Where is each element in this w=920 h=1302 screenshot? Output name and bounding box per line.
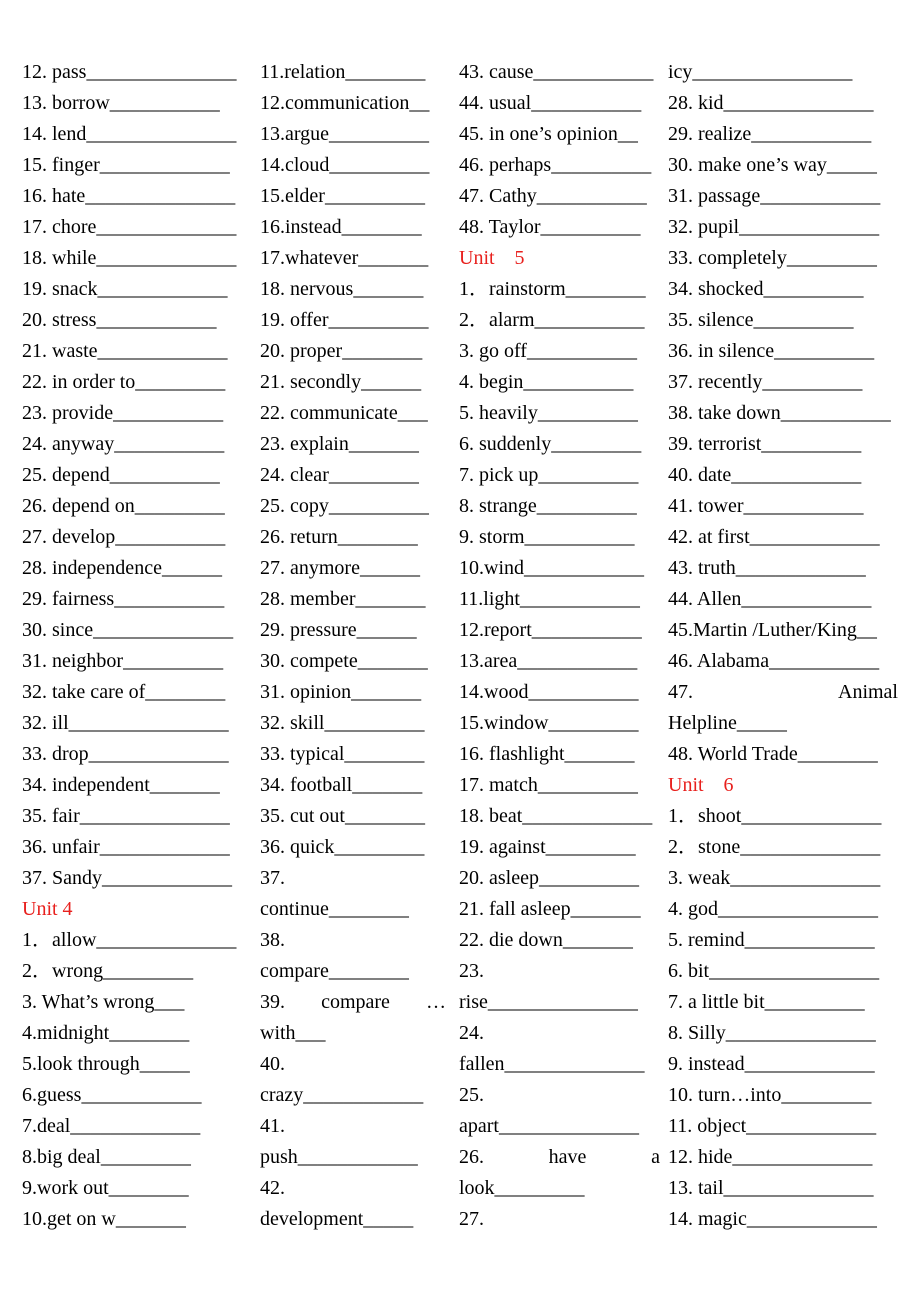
vocab-item: 38. take down___________: [668, 402, 891, 424]
vocab-item: 42.: [260, 1177, 285, 1199]
vocab-item: 25. depend___________: [22, 464, 220, 486]
vocab-item: 9.work out________: [22, 1177, 189, 1199]
vocab-item: 35. silence__________: [668, 309, 854, 331]
vocab-item: 21. secondly______: [260, 371, 422, 393]
vocab-item: 23. provide___________: [22, 402, 224, 424]
vocab-item: 13.argue__________: [260, 123, 430, 145]
vocab-item: 16.instead________: [260, 216, 422, 238]
vocab-word: 39.: [260, 991, 285, 1013]
vocab-column-4: [668, 57, 898, 1235]
vocab-item: 33. completely_________: [668, 247, 877, 269]
vocab-item: 17. chore______________: [22, 216, 237, 238]
vocab-item: 4.midnight________: [22, 1022, 190, 1044]
vocab-item: 41.: [260, 1115, 285, 1137]
vocab-item: 31. passage____________: [668, 185, 881, 207]
vocab-item: 8. strange__________: [459, 495, 637, 517]
vocab-item: 11.light____________: [459, 588, 640, 610]
vocab-item: 4. begin___________: [459, 371, 634, 393]
vocab-item: fallen______________: [459, 1053, 645, 1075]
vocab-item: 38.: [260, 929, 285, 951]
vocab-item: 27. anymore______: [260, 557, 420, 579]
vocab-item: 5. heavily__________: [459, 402, 638, 424]
vocab-item: 1．rainstorm________: [459, 278, 646, 300]
vocab-item: 37. Sandy_____________: [22, 867, 232, 889]
vocab-item: 6. bit_________________: [668, 960, 880, 982]
vocab-item: 28. independence______: [22, 557, 222, 579]
vocab-word: compare: [321, 991, 390, 1013]
vocab-item: 13. borrow___________: [22, 92, 220, 114]
vocab-item: 11. object_____________: [668, 1115, 877, 1137]
vocab-item: 16. flashlight_______: [459, 743, 635, 765]
vocab-item: 18. beat_____________: [459, 805, 653, 827]
vocab-item: 20. asleep__________: [459, 867, 639, 889]
vocab-item: 15. finger_____________: [22, 154, 230, 176]
unit-heading: Unit 4: [22, 898, 73, 920]
vocab-item: 24.: [459, 1022, 484, 1044]
vocab-item: 35. cut out________: [260, 805, 425, 827]
vocab-item: push____________: [260, 1146, 418, 1168]
vocab-item: 34. shocked__________: [668, 278, 864, 300]
vocab-item: 7.deal_____________: [22, 1115, 201, 1137]
vocab-item: compare________: [260, 960, 409, 982]
vocab-item: 37. recently__________: [668, 371, 863, 393]
vocab-item: 15.window_________: [459, 712, 639, 734]
vocab-word: 26.: [459, 1146, 484, 1168]
vocab-item: 18. while______________: [22, 247, 237, 269]
vocab-item: 32. take care of________: [22, 681, 226, 703]
vocab-item: 22. in order to_________: [22, 371, 226, 393]
vocab-item: 12. pass_______________: [22, 61, 237, 83]
vocab-item: 14.wood___________: [459, 681, 639, 703]
vocab-column-3: [459, 57, 660, 1235]
vocab-item: 36. quick_________: [260, 836, 425, 858]
vocab-item: 48. Taylor__________: [459, 216, 641, 238]
vocab-item: 10. turn…into_________: [668, 1084, 872, 1106]
vocab-item: 36. in silence__________: [668, 340, 875, 362]
vocab-item: 29. fairness___________: [22, 588, 225, 610]
vocab-item: 3. What’s wrong___: [22, 991, 185, 1013]
vocab-item: look_________: [459, 1177, 585, 1199]
vocab-item: 21. fall asleep_______: [459, 898, 641, 920]
vocab-item: 9. instead_____________: [668, 1053, 875, 1075]
vocab-item: 23.: [459, 960, 484, 982]
vocab-word: 47.: [668, 681, 693, 703]
vocab-item: 14. magic_____________: [668, 1208, 877, 1230]
vocab-item: 12. hide______________: [668, 1146, 873, 1168]
vocab-item: 15.elder__________: [260, 185, 425, 207]
vocab-item: 9. storm___________: [459, 526, 635, 548]
unit-heading: Unit 5: [459, 247, 525, 269]
vocab-item: 21. waste_____________: [22, 340, 228, 362]
vocab-item: 22. die down_______: [459, 929, 633, 951]
vocab-item: 12.report___________: [459, 619, 642, 641]
vocab-item: 10.get on w_______: [22, 1208, 186, 1230]
vocab-item: 8. Silly_______________: [668, 1022, 876, 1044]
vocab-item: 26. return________: [260, 526, 418, 548]
vocab-item: 43. truth_____________: [668, 557, 866, 579]
vocab-item: 6.guess____________: [22, 1084, 202, 1106]
vocab-item: 27. develop___________: [22, 526, 226, 548]
vocab-item: 3. go off___________: [459, 340, 637, 362]
vocab-word: a: [651, 1146, 660, 1168]
vocab-item: 25.: [459, 1084, 484, 1106]
vocab-item: 30. make one’s way_____: [668, 154, 877, 176]
vocab-item: crazy____________: [260, 1084, 424, 1106]
vocab-item: icy________________: [668, 61, 853, 83]
vocab-item: 19. offer__________: [260, 309, 429, 331]
vocab-item: 14.cloud__________: [260, 154, 430, 176]
vocab-item: 28. member_______: [260, 588, 426, 610]
vocab-item: 45. in one’s opinion__: [459, 123, 638, 145]
vocab-item: 16. hate_______________: [22, 185, 236, 207]
vocab-item-justified: [668, 677, 898, 708]
vocab-item: 8.big deal_________: [22, 1146, 191, 1168]
vocab-item: development_____: [260, 1208, 414, 1230]
vocab-item: 6. suddenly_________: [459, 433, 642, 455]
vocab-item: 18. nervous_______: [260, 278, 424, 300]
vocab-item: 37.: [260, 867, 285, 889]
vocab-column-1: [22, 57, 248, 1235]
vocab-item: 5. remind_____________: [668, 929, 875, 951]
vocab-item: 40. date_____________: [668, 464, 862, 486]
vocab-item: 44. usual___________: [459, 92, 642, 114]
vocab-word: have: [548, 1146, 587, 1168]
vocab-item: 43. cause____________: [459, 61, 654, 83]
vocab-item: 5.look through_____: [22, 1053, 190, 1075]
vocab-item: 34. independent_______: [22, 774, 220, 796]
vocab-item: 39. terrorist__________: [668, 433, 862, 455]
vocab-item: rise_______________: [459, 991, 638, 1013]
vocab-item: 2．stone______________: [668, 836, 881, 858]
vocab-item: 30. since______________: [22, 619, 234, 641]
vocab-item: 3. weak_______________: [668, 867, 881, 889]
vocab-item: 42. at first_____________: [668, 526, 880, 548]
vocab-item: 2．wrong_________: [22, 960, 194, 982]
vocab-item: 32. pupil______________: [668, 216, 880, 238]
vocab-item: 19. against_________: [459, 836, 636, 858]
vocab-item: 28. kid_______________: [668, 92, 874, 114]
vocab-item: 24. anyway___________: [22, 433, 225, 455]
vocab-item: 17. match__________: [459, 774, 638, 796]
vocab-item: 1．allow______________: [22, 929, 237, 951]
vocab-item: continue________: [260, 898, 409, 920]
vocab-item: 33. drop______________: [22, 743, 229, 765]
vocab-item: 33. typical________: [260, 743, 425, 765]
vocab-item: 35. fair_______________: [22, 805, 230, 827]
vocab-item: 47. Cathy___________: [459, 185, 647, 207]
vocab-item: 2．alarm___________: [459, 309, 645, 331]
vocab-item: 7. a little bit__________: [668, 991, 865, 1013]
vocab-item: 12.communication__: [260, 92, 430, 114]
vocab-item: 48. World Trade________: [668, 743, 878, 765]
unit-heading: Unit 6: [668, 774, 734, 796]
vocab-item: apart______________: [459, 1115, 639, 1137]
vocab-item: 14. lend_______________: [22, 123, 237, 145]
vocab-item: 4. god________________: [668, 898, 878, 920]
vocab-word: Animal: [838, 681, 898, 703]
vocab-item: 32. skill__________: [260, 712, 425, 734]
vocab-item: 44. Allen_____________: [668, 588, 872, 610]
vocab-item: 13. tail_______________: [668, 1177, 874, 1199]
vocab-item: 31. neighbor__________: [22, 650, 224, 672]
vocab-item: 23. explain_______: [260, 433, 419, 455]
vocab-item: 22. communicate___: [260, 402, 428, 424]
vocab-item: 36. unfair_____________: [22, 836, 230, 858]
vocab-item: 29. realize____________: [668, 123, 872, 145]
vocab-item: 29. pressure______: [260, 619, 417, 641]
vocab-item: 7. pick up__________: [459, 464, 639, 486]
vocab-item: 24. clear_________: [260, 464, 419, 486]
vocab-item: 32. ill________________: [22, 712, 229, 734]
vocab-item: 41. tower____________: [668, 495, 864, 517]
vocab-item: 17.whatever_______: [260, 247, 429, 269]
vocab-item-justified: [260, 987, 446, 1018]
vocab-item-justified: [459, 1142, 660, 1173]
vocab-item: 20. proper________: [260, 340, 423, 362]
vocab-item: 34. football_______: [260, 774, 423, 796]
vocab-item: 31. opinion_______: [260, 681, 422, 703]
vocab-item: 11.relation________: [260, 61, 426, 83]
vocab-item: 26. depend on_________: [22, 495, 225, 517]
vocab-item: 46. Alabama___________: [668, 650, 880, 672]
vocab-item: 20. stress____________: [22, 309, 217, 331]
vocab-item: 25. copy__________: [260, 495, 429, 517]
vocab-item: 27.: [459, 1208, 484, 1230]
vocab-item: with___: [260, 1022, 326, 1044]
vocab-item: 45.Martin /Luther/King__: [668, 619, 877, 641]
vocab-item: 13.area____________: [459, 650, 638, 672]
vocab-item: 10.wind____________: [459, 557, 644, 579]
vocab-item: 46. perhaps__________: [459, 154, 652, 176]
vocab-item: Helpline_____: [668, 712, 787, 734]
vocab-item: 40.: [260, 1053, 285, 1075]
vocab-column-2: [260, 57, 446, 1235]
vocab-item: 30. compete_______: [260, 650, 428, 672]
vocab-item: 19. snack_____________: [22, 278, 228, 300]
vocab-word: …: [425, 991, 446, 1013]
vocab-item: 1．shoot______________: [668, 805, 882, 827]
